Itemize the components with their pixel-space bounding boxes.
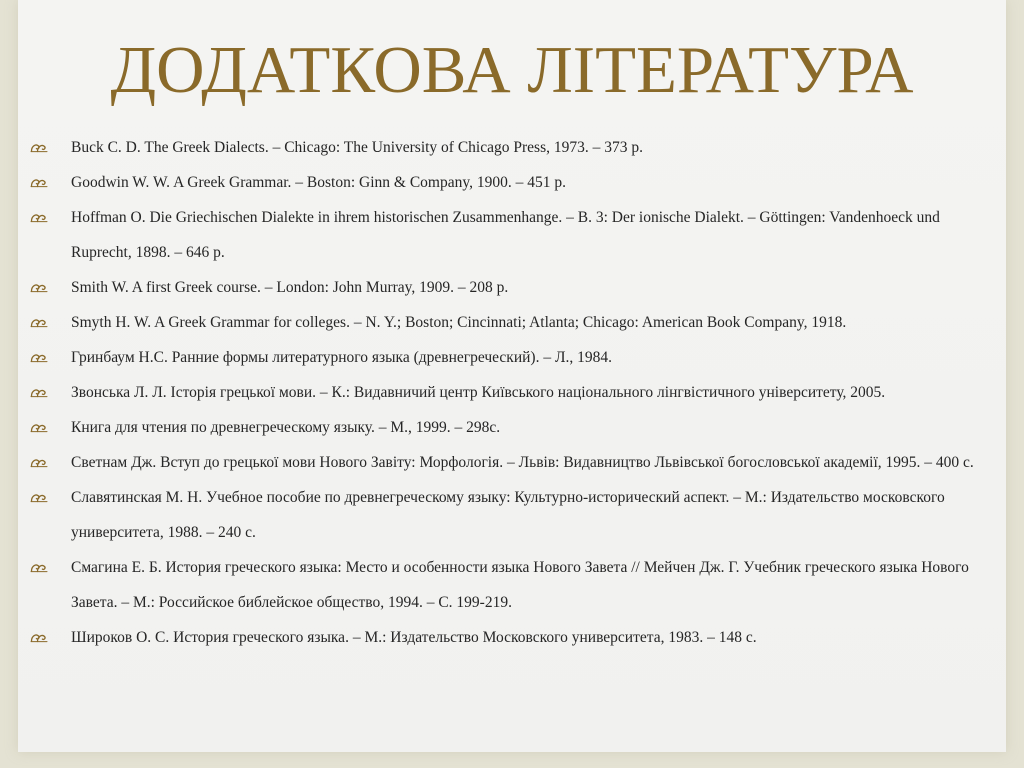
list-item xyxy=(30,340,990,375)
slide-title: ДОДАТКОВА ЛІТЕРАТУРА xyxy=(110,33,914,107)
double-swirl-bullet-icon xyxy=(30,340,48,375)
reference-text: Светнам Дж. Вступ до грецької мови Нового Завіту: Морфологія. – Львів: Видавництво Львівської богословської академії, 1995. – 400 с. xyxy=(71,454,974,471)
list-item xyxy=(30,620,990,655)
list-item xyxy=(30,410,990,445)
double-swirl-bullet-icon xyxy=(30,270,48,305)
reference-text: Hoffman O. Die Griechischen Dialekte in ihrem historischen Zusammenhange. – B. 3: Der ionische Dialekt. – Göttingen: Vandenhoeck und Ruprecht, 1898. – 646 p. xyxy=(71,209,940,261)
reference-text: Книга для чтения по древнегреческому языку. – М., 1999. – 298с. xyxy=(71,419,501,436)
double-swirl-bullet-icon xyxy=(30,480,48,515)
list-item xyxy=(30,550,990,620)
list-item xyxy=(30,445,990,480)
list-item xyxy=(30,165,990,200)
list-item xyxy=(30,480,990,550)
double-swirl-bullet-icon xyxy=(30,130,48,165)
reference-text: Смагина Е. Б. История греческого языка: Место и особенности языка Нового Завета // Мейчен Дж. Г. Учебник греческого языка Нового Завета. – М.: Российское библейское общество, 1994. – С. 199-219. xyxy=(71,559,969,611)
list-item xyxy=(30,130,990,165)
double-swirl-bullet-icon xyxy=(30,200,48,235)
reference-text: Goodwin W. W. A Greek Grammar. – Boston: Ginn & Company, 1900. – 451 p. xyxy=(71,174,566,191)
double-swirl-bullet-icon xyxy=(30,165,48,200)
reference-text: Smyth H. W. A Greek Grammar for colleges. – N. Y.; Boston; Cincinnati; Atlanta; Chicago: American Book Company, 1918. xyxy=(71,314,847,331)
list-item xyxy=(30,200,990,270)
reference-text: Звонська Л. Л. Історія грецької мови. – К.: Видавничий центр Київського національного лінгвістичного університету, 2005. xyxy=(71,384,886,401)
reference-text: Гринбаум Н.С. Ранние формы литературного языка (древнегреческий). – Л., 1984. xyxy=(71,349,612,366)
double-swirl-bullet-icon xyxy=(30,305,48,340)
reference-text: Buck C. D. The Greek Dialects. – Chicago: The University of Chicago Press, 1973. – 373 p. xyxy=(71,139,643,156)
list-item xyxy=(30,305,990,340)
reference-list xyxy=(30,130,990,655)
reference-text: Широков О. С. История греческого языка. – М.: Издательство Московского университета, 1983. – 148 с. xyxy=(71,629,757,646)
double-swirl-bullet-icon xyxy=(30,620,48,655)
double-swirl-bullet-icon xyxy=(30,445,48,480)
reference-text: Славятинская М. Н. Учебное пособие по древнегреческому языку: Культурно-исторический аспект. – М.: Издательство московского университета, 1988. – 240 с. xyxy=(71,489,945,541)
list-item xyxy=(30,375,990,410)
double-swirl-bullet-icon xyxy=(30,375,48,410)
double-swirl-bullet-icon xyxy=(30,410,48,445)
reference-text: Smith W. A first Greek course. – London: John Murray, 1909. – 208 p. xyxy=(71,279,509,296)
list-item xyxy=(30,270,990,305)
double-swirl-bullet-icon xyxy=(30,550,48,585)
